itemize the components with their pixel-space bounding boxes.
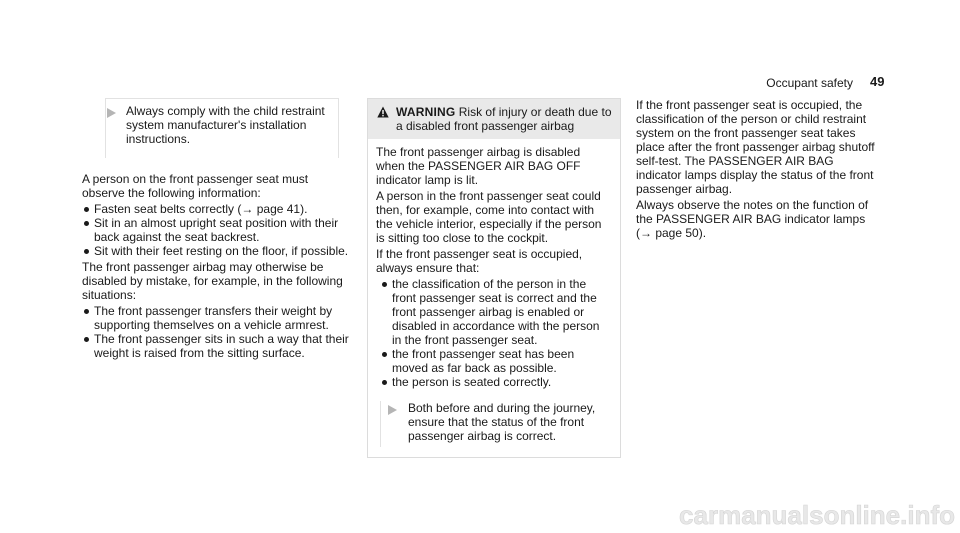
column-middle: [367, 98, 621, 458]
bullet-dot-icon: [84, 207, 89, 212]
column-right: [636, 98, 876, 242]
page-header: [0, 76, 960, 92]
bullet-dot-icon: [382, 380, 387, 385]
warning-title: WARNING Risk of injury or death due to a disabled front passenger airbag: [396, 105, 612, 133]
bullet-dot-icon: [84, 249, 89, 254]
warning-instruction-step: [380, 401, 612, 447]
list-item: the person is seated correctly.: [380, 375, 612, 389]
play-arrow-icon: [385, 403, 399, 417]
warning-paragraph: The front passenger airbag is disabled when the PASSENGER AIR BAG OFF indicator lamp is lit.: [376, 145, 581, 187]
watermark-text: carmanualsonline.info: [679, 500, 955, 530]
warning-paragraph: A person in the front passenger seat could then, for example, come into contact with the vehicle interior, especially if the person is sitting too close to the cockpit.: [376, 189, 602, 245]
seating-rules-list: [82, 202, 350, 258]
bullet-dot-icon: [382, 352, 387, 357]
bullet-dot-icon: [84, 309, 89, 314]
classification-paragraph: If the front passenger seat is occupied, the classification of the person or child restraint system on the front passenger seat takes place after the front passenger airbag shutoff self-test. The PASSENGER AIR BAG indicator lamps display the status of the front passenger airbag.: [636, 98, 875, 196]
list-item: Sit with their feet resting on the floor, if possible.: [82, 244, 350, 258]
bullet-dot-icon: [382, 282, 387, 287]
situations-paragraph: The front passenger airbag may otherwise be disabled by mistake, for example, in the following situations:: [82, 260, 343, 302]
warning-triangle-icon: [377, 106, 389, 118]
notes-paragraph: Always observe the notes on the function of the PASSENGER AIR BAG indicator lamps (→ page 50).: [636, 198, 869, 240]
situations-list: [82, 304, 350, 360]
list-item: The front passenger sits in such a way that their weight is raised from the sitting surface.: [82, 332, 350, 360]
list-item: the classification of the person in the front passenger seat is correct and the front passenger airbag is enabled or disabled in accordance with the person in the front passenger seat.: [380, 277, 612, 347]
warning-paragraph: If the front passenger seat is occupied, always ensure that:: [376, 247, 583, 275]
warning-header: [368, 99, 620, 139]
watermark: [600, 500, 960, 530]
warning-list: [376, 277, 612, 389]
warning-box: [367, 98, 621, 458]
warning-label: WARNING: [396, 105, 456, 119]
list-item: The front passenger transfers their weight by supporting themselves on a vehicle armrest.: [82, 304, 350, 332]
column-left: [82, 98, 350, 362]
bullet-dot-icon: [84, 337, 89, 342]
warning-step-text: Both before and during the journey, ensure that the status of the front passenger airbag is correct.: [408, 401, 596, 443]
page-number: 49: [870, 74, 885, 89]
instruction-text: Always comply with the child restraint system manufacturer's installation instructions.: [126, 104, 325, 146]
intro-paragraph: A person on the front passenger seat must observe the following information:: [82, 172, 309, 200]
bullet-dot-icon: [84, 221, 89, 226]
list-item: Fasten seat belts correctly (→ page 41).: [82, 202, 350, 216]
warning-body: [368, 139, 620, 457]
play-arrow-icon: [104, 106, 118, 120]
list-item: the front passenger seat has been moved as far back as possible.: [380, 347, 612, 375]
section-title: Occupant safety: [766, 76, 853, 90]
list-item: Sit in an almost upright seat position with their back against the seat backrest.: [82, 216, 350, 244]
instruction-step: [105, 98, 339, 158]
